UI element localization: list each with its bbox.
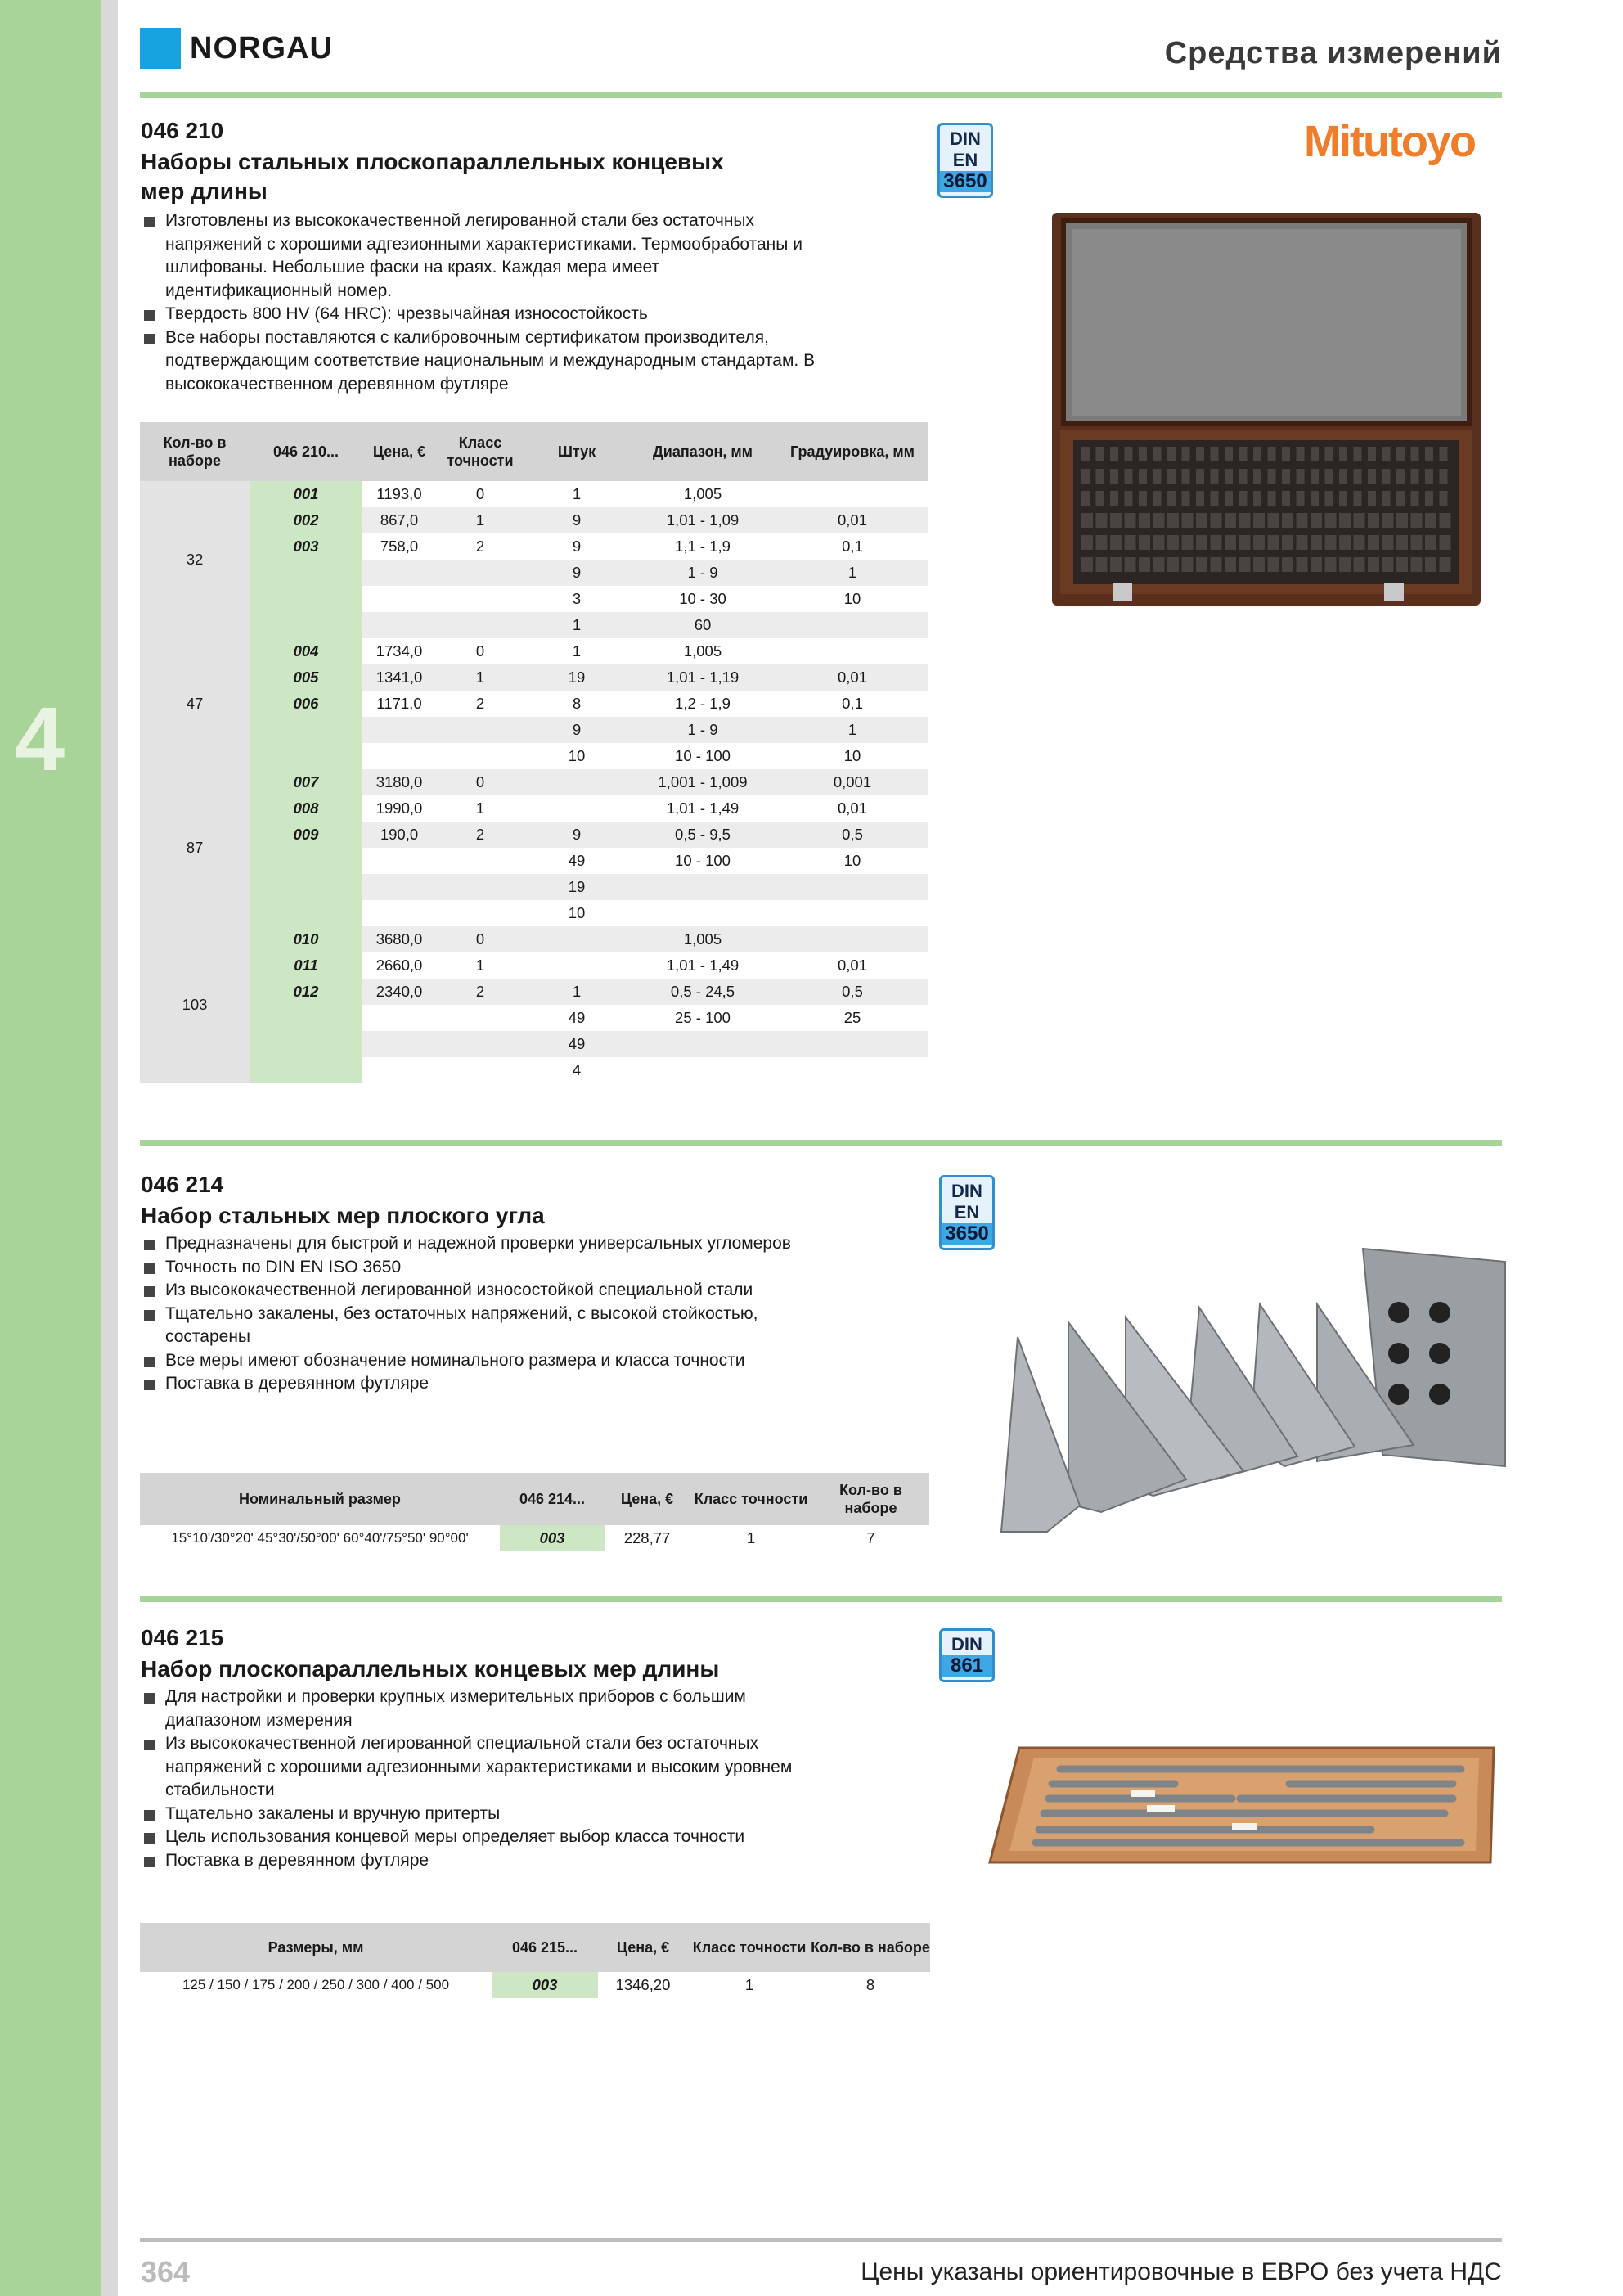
feature-item: Для настройки и проверки крупных измерительных приборов с большим диапазоном измерения	[142, 1686, 821, 1732]
section-divider	[140, 1596, 1502, 1602]
range-cell: 1,001 - 1,009	[629, 769, 776, 795]
class-cell	[436, 743, 524, 769]
range-cell	[629, 1057, 776, 1083]
din-badge-bottom: 3650	[940, 171, 991, 192]
product-title: Наборы стальных плоскопараллельных концевых мер длины	[141, 149, 724, 204]
feature-item: Точность по DIN EN ISO 3650	[142, 1256, 821, 1280]
price-cell: 1193,0	[376, 485, 422, 502]
set-qty-cell: 47	[140, 638, 250, 769]
din-badge-top: DIN	[951, 1634, 982, 1654]
class-cell: 1	[436, 664, 524, 691]
article-cell: 003	[250, 533, 362, 560]
price-cell	[362, 848, 436, 874]
class-cell	[436, 900, 524, 926]
graduation-cell	[776, 481, 928, 507]
graduation-cell: 0,5	[776, 822, 928, 848]
article-cell: 003	[500, 1525, 605, 1551]
table-row	[140, 1972, 930, 1998]
graduation-cell	[776, 874, 928, 900]
article-cell: 011	[250, 952, 362, 979]
article-cell: 005	[250, 664, 362, 691]
price-cell	[362, 900, 436, 926]
header-divider	[140, 92, 1502, 98]
price-cell: 1346,20	[615, 1976, 671, 1993]
col-header: Штук	[524, 422, 629, 481]
range-cell: 1,01 - 1,49	[666, 957, 740, 974]
pieces-cell: 9	[524, 717, 629, 743]
article-cell: 004	[250, 638, 362, 664]
article-cell	[250, 1031, 362, 1057]
graduation-cell: 0,01	[776, 664, 928, 691]
range-cell: 1,005	[629, 926, 776, 952]
price-cell	[362, 586, 436, 612]
qty-cell: 8	[865, 1976, 875, 1993]
din-badge	[937, 123, 993, 198]
col-header: 046 215...	[492, 1923, 598, 1972]
graduation-cell: 0,01	[837, 799, 867, 817]
article-cell	[250, 717, 362, 743]
class-cell: 1	[746, 1529, 756, 1546]
price-cell: 3180,0	[362, 769, 436, 795]
price-cell	[362, 717, 436, 743]
table-row	[140, 769, 928, 795]
pieces-cell: 4	[572, 1061, 582, 1078]
col-header: Цена, €	[362, 422, 436, 481]
graduation-cell: 0,001	[776, 769, 928, 795]
range-cell: 1,005	[683, 485, 722, 502]
graduation-cell: 10	[843, 852, 861, 869]
class-cell: 2	[436, 822, 524, 848]
pieces-cell: 8	[572, 695, 582, 712]
class-cell	[436, 560, 524, 586]
pieces-cell: 19	[524, 664, 629, 691]
length-gauge-set-image	[987, 1745, 1497, 1867]
din-badge-bottom: 3650	[942, 1223, 992, 1245]
graduation-cell	[776, 1057, 928, 1083]
set-qty-cell: 32	[140, 481, 250, 638]
table-row	[140, 664, 928, 691]
qty-cell: 7	[866, 1529, 875, 1546]
range-cell: 10 - 100	[675, 852, 731, 869]
graduation-cell	[776, 1031, 928, 1057]
pieces-cell: 49	[568, 1009, 586, 1026]
article-cell	[250, 743, 362, 769]
class-cell: 2	[475, 538, 485, 555]
col-header: Цена, €	[605, 1473, 690, 1525]
range-cell: 0,5 - 9,5	[629, 822, 776, 848]
table-row	[140, 743, 928, 769]
range-cell: 1,005	[683, 642, 722, 660]
price-cell	[362, 1031, 436, 1057]
pieces-cell: 3	[572, 590, 582, 607]
class-cell: 0	[436, 769, 524, 795]
article-cell: 010	[250, 926, 362, 952]
range-cell: 1 - 9	[629, 560, 776, 586]
brand-logo-icon	[140, 28, 181, 69]
pieces-cell	[524, 952, 629, 979]
range-cell	[629, 900, 776, 926]
class-cell: 0	[475, 642, 485, 660]
graduation-cell	[776, 926, 928, 952]
price-cell	[362, 743, 436, 769]
din-badge-bottom: 861	[942, 1655, 992, 1677]
feature-item: Из высококачественной легированной специальной стали без остаточных напряжений с хорошими адгезионными характеристиками и высоким уровнем стабильности	[142, 1732, 821, 1803]
col-header: Класс точности	[690, 1473, 812, 1525]
pieces-cell: 9	[572, 538, 582, 555]
class-cell	[436, 1031, 524, 1057]
sets-table	[140, 422, 928, 1083]
class-cell: 0	[475, 485, 485, 502]
pieces-cell: 49	[524, 1031, 629, 1057]
class-cell: 1	[475, 957, 485, 974]
table-row	[140, 612, 928, 638]
article-cell: 009	[250, 822, 362, 848]
class-cell	[436, 586, 524, 612]
article-cell: 001	[250, 481, 362, 507]
size-cell: 15°10'/30°20' 45°30'/50°00' 60°40'/75°50' 90°00'	[171, 1530, 469, 1546]
size-cell: 125 / 150 / 175 / 200 / 250 / 300 / 400 / 500	[182, 1977, 450, 1992]
product-features	[142, 209, 821, 396]
range-cell: 10 - 100	[675, 747, 731, 764]
range-cell: 1,01 - 1,19	[629, 664, 776, 691]
price-cell: 3680,0	[362, 926, 436, 952]
table-row	[140, 1525, 929, 1551]
din-badge-top: DIN EN	[951, 1181, 982, 1222]
angle-table	[140, 1473, 929, 1551]
table-row	[140, 638, 928, 664]
product-article: 046 214	[141, 1172, 224, 1197]
section-title: Средства измерений	[1164, 36, 1502, 70]
range-cell: 10 - 30	[679, 590, 726, 607]
col-header: Размеры, мм	[140, 1923, 492, 1972]
graduation-cell: 0,5	[776, 979, 928, 1005]
graduation-cell: 25	[843, 1009, 861, 1026]
col-header: Градуировка, мм	[776, 422, 928, 481]
col-header: Номинальный размер	[140, 1473, 500, 1525]
pieces-cell: 1	[524, 979, 629, 1005]
col-header: Кол-во в наборе	[140, 422, 250, 481]
graduation-cell: 1	[776, 717, 928, 743]
range-cell: 25 - 100	[675, 1009, 731, 1026]
pieces-cell	[524, 795, 629, 822]
range-cell	[629, 874, 776, 900]
angle-blocks-image	[990, 1242, 1513, 1555]
pieces-cell: 1	[572, 642, 582, 660]
table-row	[140, 560, 928, 586]
product-title: Набор плоскопараллельных концевых мер длины	[141, 1656, 720, 1681]
footer-divider	[140, 2238, 1502, 2242]
price-cell: 758,0	[380, 538, 419, 555]
price-cell: 1171,0	[376, 695, 422, 712]
col-header: Цена, €	[598, 1923, 688, 1972]
table-row	[140, 1031, 928, 1057]
sidebar	[0, 0, 101, 2296]
price-cell: 2340,0	[362, 979, 436, 1005]
col-header: 046 214...	[500, 1473, 605, 1525]
product-article: 046 215	[141, 1625, 224, 1650]
footer-note: Цены указаны ориентировочные в ЕВРО без учета НДС	[861, 2258, 1502, 2285]
col-header: Кол-во в наборе	[812, 1473, 929, 1525]
feature-item: Тщательно закалены и вручную притерты	[142, 1803, 821, 1826]
pieces-cell: 9	[524, 560, 629, 586]
din-badge	[939, 1175, 995, 1250]
price-cell: 867,0	[362, 507, 436, 533]
price-cell: 2660,0	[375, 957, 423, 974]
sizes-table	[140, 1923, 930, 1998]
class-cell: 2	[436, 979, 524, 1005]
class-cell	[436, 1057, 524, 1083]
price-cell	[362, 612, 436, 638]
range-cell: 1,01 - 1,09	[629, 507, 776, 533]
col-header: Класс точности	[436, 422, 524, 481]
table-row	[140, 848, 928, 874]
pieces-cell	[524, 926, 629, 952]
feature-item: Предназначены для быстрой и надежной проверки универсальных угломеров	[142, 1232, 821, 1256]
table-row	[140, 822, 928, 848]
pieces-cell: 10	[568, 904, 586, 921]
table-row	[140, 691, 928, 717]
graduation-cell: 10	[843, 590, 861, 607]
class-cell	[436, 1005, 524, 1031]
table-row	[140, 874, 928, 900]
price-cell	[362, 560, 436, 586]
feature-item: Изготовлены из высококачественной легированной стали без остаточных напряжений с хорошими адгезионными характеристиками. Термообработаны и шлифованы. Небольшие фаски на краях. Каждая мера имеет идентификационный номер.	[142, 209, 821, 303]
graduation-cell: 1	[776, 560, 928, 586]
range-cell: 60	[629, 612, 776, 638]
col-header: Диапазон, мм	[629, 422, 776, 481]
feature-item: Все меры имеют обозначение номинального размера и класса точности	[142, 1349, 821, 1373]
product-article: 046 210	[141, 118, 224, 143]
din-badge-top: DIN EN	[950, 128, 981, 170]
range-cell: 1,01 - 1,49	[666, 799, 740, 817]
class-cell	[436, 717, 524, 743]
table-row	[140, 533, 928, 560]
article-cell: 002	[250, 507, 362, 533]
price-cell	[362, 1005, 436, 1031]
table-row	[140, 1057, 928, 1083]
range-cell: 0,5 - 24,5	[629, 979, 776, 1005]
feature-item: Цель использования концевой меры определяет выбор класса точности	[142, 1826, 821, 1849]
pieces-cell: 49	[568, 852, 586, 869]
graduation-cell	[776, 638, 928, 664]
class-cell: 1	[475, 799, 485, 817]
product-features	[142, 1232, 821, 1396]
pieces-cell: 9	[524, 507, 629, 533]
pieces-cell: 9	[524, 822, 629, 848]
table-row	[140, 952, 928, 979]
sidebar-edge	[101, 0, 118, 2296]
article-cell	[250, 1005, 362, 1031]
price-cell	[362, 1057, 436, 1083]
pieces-cell: 1	[524, 612, 629, 638]
brand-name: NORGAU	[190, 31, 333, 65]
table-row	[140, 926, 928, 952]
feature-item: Твердость 800 HV (64 HRC): чрезвычайная износостойкость	[142, 303, 821, 326]
class-cell: 1	[436, 507, 524, 533]
feature-item: Тщательно закалены, без остаточных напряжений, с высокой стойкостью, состарены	[142, 1303, 821, 1349]
table-row	[140, 979, 928, 1005]
graduation-cell: 0,01	[837, 957, 867, 974]
price-cell: 1341,0	[362, 664, 436, 691]
table-row	[140, 586, 928, 612]
table-row	[140, 481, 928, 507]
price-cell: 1990,0	[375, 799, 423, 817]
range-cell: 1,1 - 1,9	[675, 538, 731, 555]
col-header: Кол-во в наборе	[811, 1923, 930, 1972]
graduation-cell: 0,01	[776, 507, 928, 533]
article-cell	[250, 848, 362, 874]
chapter-number: 4	[15, 689, 65, 790]
feature-item: Все наборы поставляются с калибровочным сертификатом производителя, подтверждающим соответствие национальным и международным стандартам. В высококачественном деревянном футляре	[142, 326, 821, 397]
feature-item: Из высококачественной легированной износостойкой специальной стали	[142, 1279, 821, 1303]
article-cell	[250, 1057, 362, 1083]
table-row	[140, 795, 928, 822]
range-cell: 1,2 - 1,9	[675, 695, 731, 712]
article-cell	[250, 560, 362, 586]
table-row	[140, 507, 928, 533]
table-row	[140, 717, 928, 743]
article-cell: 007	[250, 769, 362, 795]
article-cell	[250, 874, 362, 900]
range-cell: 1 - 9	[629, 717, 776, 743]
pieces-cell: 1	[572, 485, 582, 502]
page-number: 364	[141, 2255, 191, 2289]
feature-item: Поставка в деревянном футляре	[142, 1372, 821, 1396]
class-cell	[436, 874, 524, 900]
class-cell	[436, 848, 524, 874]
product-title: Набор стальных мер плоского угла	[141, 1203, 545, 1228]
article-cell: 006	[250, 691, 362, 717]
price-cell	[362, 874, 436, 900]
graduation-cell: 10	[843, 747, 861, 764]
class-cell: 2	[475, 695, 485, 712]
article-cell	[250, 612, 362, 638]
feature-item: Поставка в деревянном футляре	[142, 1849, 821, 1873]
set-qty-cell: 87	[140, 769, 250, 926]
col-header: 046 210...	[250, 422, 362, 481]
class-cell: 0	[436, 926, 524, 952]
pieces-cell	[524, 769, 629, 795]
col-header: Класс точности	[688, 1923, 811, 1972]
table-row	[140, 900, 928, 926]
class-cell: 1	[744, 1976, 754, 1993]
price-cell: 228,77	[623, 1529, 671, 1546]
price-cell: 190,0	[362, 822, 436, 848]
article-cell: 003	[492, 1972, 598, 1998]
set-qty-cell: 103	[140, 926, 250, 1083]
graduation-cell: 0,1	[842, 695, 863, 712]
graduation-cell	[776, 612, 928, 638]
table-row	[140, 1005, 928, 1031]
article-cell: 008	[250, 795, 362, 822]
section-divider	[140, 1140, 1502, 1146]
graduation-cell	[776, 900, 928, 926]
article-cell: 012	[250, 979, 362, 1005]
mitutoyo-logo: Mitutoyo	[1304, 117, 1475, 166]
range-cell	[629, 1031, 776, 1057]
din-badge	[939, 1628, 995, 1682]
article-cell	[250, 586, 362, 612]
class-cell	[436, 612, 524, 638]
pieces-cell: 10	[568, 747, 586, 764]
product-features	[142, 1686, 821, 1872]
article-cell	[250, 900, 362, 926]
graduation-cell: 0,1	[842, 538, 863, 555]
gauge-block-set-image	[1049, 209, 1484, 609]
price-cell: 1734,0	[375, 642, 423, 660]
pieces-cell: 19	[524, 874, 629, 900]
